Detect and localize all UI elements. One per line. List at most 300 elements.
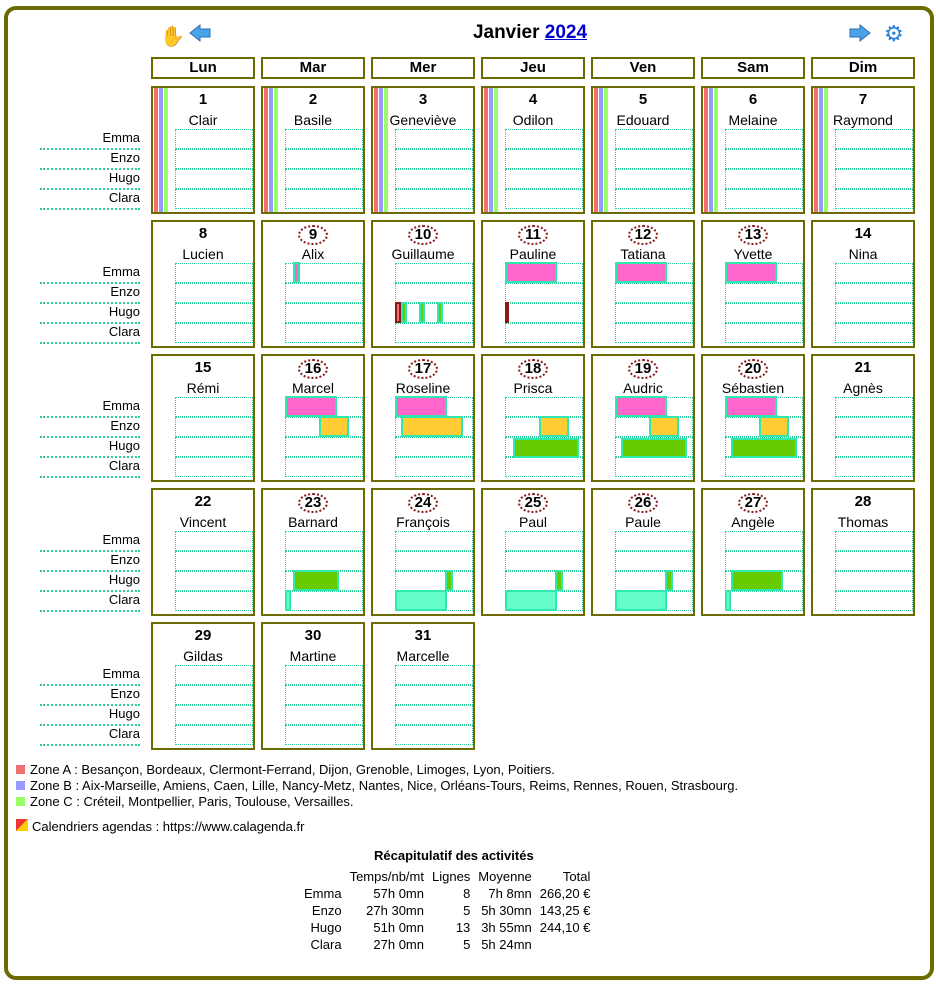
activity-bar[interactable] [539,416,569,437]
activity-slot[interactable] [725,169,803,189]
activity-slot[interactable] [505,129,583,149]
person-label: Enzo [110,284,140,299]
activity-slot[interactable] [395,571,473,591]
saint-name: Marcel [291,380,334,396]
day-number [703,359,803,379]
saint-name: Martine [289,648,337,664]
recap-row: Emma 57h 0mn 8 7h 8mn 266,20 € [304,886,591,901]
activity-slot[interactable] [175,665,253,685]
activity-slot[interactable] [285,129,363,149]
activity-slot[interactable] [285,169,363,189]
saint-name: Guillaume [391,246,455,262]
saint-name: Prisca [513,380,553,396]
day-number [373,225,473,245]
activity-slot[interactable] [505,149,583,169]
activity-slot[interactable] [285,531,363,551]
saint-name: Agnès [843,380,883,396]
activity-slot[interactable] [615,551,693,571]
activity-slot[interactable] [285,457,363,477]
day-cell[interactable] [261,488,365,616]
weekday-header: Lun [151,57,255,79]
activity-slot[interactable] [835,417,913,437]
month-label: Janvier [472,22,540,43]
saint-name: Odilon [512,112,554,128]
activity-slot[interactable] [175,149,253,169]
day-cell[interactable] [481,354,585,482]
activity-slot[interactable] [505,457,583,477]
day-cell[interactable] [261,354,365,482]
activity-slot[interactable] [615,571,693,591]
activity-slot[interactable] [395,189,473,209]
day-number [263,91,363,109]
activity-bar[interactable] [395,396,447,417]
activity-bar[interactable] [615,396,667,417]
day-number-text: 29 [194,627,212,644]
day-number [263,359,363,379]
activity-slot[interactable] [175,303,253,323]
activity-slot[interactable] [835,323,913,343]
day-number-text: 7 [858,91,868,108]
day-number [153,627,253,645]
activity-slot[interactable] [835,169,913,189]
recap-row: Clara 27h 0mn 5 5h 24mn [310,937,532,952]
day-number-text: 25 [518,493,548,513]
activity-bar[interactable] [401,302,407,323]
activity-slot[interactable] [615,129,693,149]
day-number-text: 5 [638,91,648,108]
day-number-text: 13 [738,225,768,245]
person-label: Enzo [110,418,140,433]
zone-c-legend: Zone C : Créteil, Montpellier, Paris, Toulouse, Versailles. [16,794,353,809]
person-label: Hugo [108,170,140,185]
day-number [153,493,253,511]
activity-slot[interactable] [285,303,363,323]
activity-slot[interactable] [395,283,473,303]
weekday-header: Sam [701,57,805,79]
activity-slot[interactable] [725,323,803,343]
activity-bar[interactable] [759,416,789,437]
day-number-text: 28 [854,493,872,510]
saint-name: Marcelle [396,648,450,664]
activity-slot[interactable] [505,323,583,343]
day-cell[interactable] [261,86,365,214]
day-number [373,91,473,109]
day-cell[interactable] [261,220,365,348]
day-number-text: 19 [628,359,658,379]
day-number-text: 6 [748,91,758,108]
day-cell[interactable] [151,86,255,214]
person-label: Hugo [108,706,140,721]
day-number [813,359,913,377]
activity-slot[interactable] [615,323,693,343]
activity-slot[interactable] [395,263,473,283]
day-number [813,225,913,243]
day-number [593,359,693,379]
day-number-text: 12 [628,225,658,245]
activity-slot[interactable] [835,189,913,209]
person-label: Clara [108,726,140,741]
activity-slot[interactable] [505,531,583,551]
saint-name: Edouard [616,112,670,128]
activity-slot[interactable] [395,551,473,571]
activity-bar[interactable] [401,416,463,437]
saint-name: Lucien [182,246,224,262]
day-number [263,493,363,513]
activity-slot[interactable] [725,149,803,169]
activity-bar[interactable] [731,570,783,591]
page-title [420,22,640,44]
saint-name: Pauline [509,246,557,262]
activity-slot[interactable] [285,283,363,303]
day-number [593,493,693,513]
activity-slot[interactable] [835,397,913,417]
day-number-text: 27 [738,493,768,513]
person-line [40,208,140,210]
activity-slot[interactable] [615,169,693,189]
day-number [593,91,693,109]
activity-slot[interactable] [615,149,693,169]
day-cell[interactable] [811,488,915,616]
day-cell[interactable] [371,622,475,750]
person-line [40,744,140,746]
day-number [153,91,253,109]
saint-name: Basile [293,112,333,128]
activity-bar[interactable] [725,262,777,283]
activity-slot[interactable] [285,189,363,209]
day-number [153,225,253,243]
saint-name: Barnard [288,514,338,530]
activity-bar[interactable] [319,416,349,437]
day-number-text: 9 [298,225,328,245]
activity-slot[interactable] [175,531,253,551]
person-label: Emma [102,398,140,413]
activity-slot[interactable] [175,591,253,611]
activity-slot[interactable] [395,725,473,745]
activity-slot[interactable] [175,323,253,343]
activity-slot[interactable] [175,263,253,283]
day-number-text: 10 [408,225,438,245]
saint-name: François [396,514,450,530]
activity-slot[interactable] [395,531,473,551]
activity-slot[interactable] [175,685,253,705]
activity-slot[interactable] [835,149,913,169]
activity-slot[interactable] [175,129,253,149]
activity-slot[interactable] [395,149,473,169]
activity-slot[interactable] [615,457,693,477]
weekday-header: Jeu [481,57,585,79]
recap-row: Hugo 51h 0mn 13 3h 55mn 244,10 € [310,920,591,935]
day-number-text: 26 [628,493,658,513]
next-arrow-icon[interactable] [848,24,872,42]
activity-bar[interactable] [649,416,679,437]
day-cell[interactable] [701,86,805,214]
activity-slot[interactable] [175,705,253,725]
day-number-text: 4 [528,91,538,108]
activity-slot[interactable] [615,189,693,209]
person-line [40,342,140,344]
person-label: Hugo [108,438,140,453]
activity-slot[interactable] [725,551,803,571]
day-cell[interactable] [701,488,805,616]
activity-bar[interactable] [285,590,291,611]
year-link[interactable]: 2024 [544,22,588,43]
activity-slot[interactable] [725,457,803,477]
activity-slot[interactable] [175,283,253,303]
activity-bar[interactable] [437,302,443,323]
saint-name: Nina [848,246,878,262]
activity-slot[interactable] [285,149,363,169]
day-cell[interactable] [811,86,915,214]
person-label: Emma [102,130,140,145]
day-cell[interactable] [701,354,805,482]
saint-name: Sébastien [721,380,785,396]
activity-slot[interactable] [285,323,363,343]
weekday-header: Ven [591,57,695,79]
activity-slot[interactable] [835,531,913,551]
person-label: Emma [102,666,140,681]
weekday-header: Mar [261,57,365,79]
activity-slot[interactable] [175,417,253,437]
activity-slot[interactable] [395,437,473,457]
day-cell[interactable] [811,354,915,482]
activity-slot[interactable] [175,457,253,477]
day-cell[interactable] [371,354,475,482]
day-number [703,493,803,513]
day-number-text: 15 [194,359,212,376]
activity-bar[interactable] [665,570,673,591]
saint-name: Angèle [731,514,775,530]
person-label: Enzo [110,552,140,567]
hand-icon[interactable]: ✋ [160,26,185,48]
person-label: Emma [102,264,140,279]
activity-slot[interactable] [835,129,913,149]
person-label: Emma [102,532,140,547]
activity-slot[interactable] [285,591,363,611]
day-cell[interactable] [591,220,695,348]
saint-name: Rémi [186,380,220,396]
activity-slot[interactable] [285,437,363,457]
activity-slot[interactable] [175,437,253,457]
weekday-header: Mer [371,57,475,79]
activity-slot[interactable] [395,665,473,685]
saint-name: Tatiana [620,246,666,262]
activity-bar[interactable] [615,590,667,611]
day-cell[interactable] [591,488,695,616]
activity-slot[interactable] [835,571,913,591]
activity-slot[interactable] [835,263,913,283]
day-cell[interactable] [151,622,255,750]
zone-b-legend: Zone B : Aix-Marseille, Amiens, Caen, Lille, Nancy-Metz, Nantes, Nice, Orléans-Tours, Reims, Rennes, Rouen, Strasbourg. [16,778,738,793]
day-number-text: 16 [298,359,328,379]
activity-slot[interactable] [835,437,913,457]
activity-slot[interactable] [505,303,583,323]
day-cell[interactable] [811,220,915,348]
day-number-text: 31 [414,627,432,644]
activity-slot[interactable] [285,551,363,571]
weekday-header: Dim [811,57,915,79]
day-number-text: 14 [854,225,872,242]
day-number [263,627,363,645]
activity-bar[interactable] [293,570,339,591]
day-number [703,225,803,245]
person-label: Clara [108,592,140,607]
activity-slot[interactable] [285,705,363,725]
activity-slot[interactable] [175,397,253,417]
activity-slot[interactable] [835,591,913,611]
activity-slot[interactable] [505,169,583,189]
day-cell[interactable] [371,488,475,616]
day-cell[interactable] [481,488,585,616]
activity-slot[interactable] [835,457,913,477]
day-number-text: 23 [298,493,328,513]
site-link[interactable]: Calendriers agendas : https://www.calagenda.fr [16,819,304,834]
activity-slot[interactable] [175,571,253,591]
day-cell[interactable] [591,86,695,214]
person-line [40,476,140,478]
activity-bar[interactable] [445,570,453,591]
day-number [373,359,473,379]
activity-bar[interactable] [293,262,300,283]
activity-slot[interactable] [395,705,473,725]
calagenda-logo-icon [16,819,28,831]
activity-slot[interactable] [505,283,583,303]
day-number-text: 11 [518,225,548,245]
activity-bar[interactable] [555,570,563,591]
person-label: Clara [108,190,140,205]
day-number-text: 30 [304,627,322,644]
person-label: Hugo [108,304,140,319]
saint-name: Vincent [179,514,227,530]
activity-slot[interactable] [835,303,913,323]
activity-slot[interactable] [615,283,693,303]
day-number [373,627,473,645]
day-number-text: 18 [518,359,548,379]
activity-slot[interactable] [395,685,473,705]
saint-name: Roseline [395,380,451,396]
activity-bar[interactable] [725,590,731,611]
person-label: Enzo [110,686,140,701]
activity-bar[interactable] [513,438,579,458]
prev-arrow-icon[interactable] [188,24,212,42]
day-number [483,493,583,513]
activity-slot[interactable] [175,551,253,571]
day-cell[interactable] [371,86,475,214]
day-number [813,493,913,511]
activity-slot[interactable] [505,551,583,571]
day-cell[interactable] [591,354,695,482]
saint-name: Gildas [183,648,223,664]
activity-slot[interactable] [395,457,473,477]
activity-bar[interactable] [615,262,667,283]
saint-name: Paule [625,514,661,530]
activity-slot[interactable] [505,571,583,591]
activity-bar[interactable] [621,438,687,458]
activity-slot[interactable] [725,189,803,209]
person-line [40,610,140,612]
day-cell[interactable] [481,220,585,348]
activity-slot[interactable] [725,283,803,303]
day-number [373,493,473,513]
recap-row: Enzo 27h 30mn 5 5h 30mn 143,25 € [311,903,591,918]
activity-slot[interactable] [285,725,363,745]
zone-a-legend: Zone A : Besançon, Bordeaux, Clermont-Ferrand, Dijon, Grenoble, Limoges, Lyon, Poitiers. [16,762,555,777]
day-number [483,359,583,379]
day-number [483,225,583,245]
day-number-text: 20 [738,359,768,379]
day-cell[interactable] [151,220,255,348]
saint-name: Clair [188,112,218,128]
day-cell[interactable] [701,220,805,348]
activity-bar[interactable] [505,302,509,323]
activity-slot[interactable] [505,189,583,209]
day-cell[interactable] [481,86,585,214]
activity-slot[interactable] [725,531,803,551]
saint-name: Alix [301,246,325,262]
recap-header-row: Temps/nb/mt Lignes Moyenne Total [349,869,591,884]
day-number-text: 21 [854,359,872,376]
activity-slot[interactable] [505,397,583,417]
activity-bar[interactable] [419,302,425,323]
activity-slot[interactable] [615,303,693,323]
day-cell[interactable] [261,622,365,750]
activity-slot[interactable] [395,169,473,189]
recap-title: Récapitulatif des activités [374,848,534,863]
day-number [483,91,583,109]
activity-slot[interactable] [395,323,473,343]
day-number [593,225,693,245]
day-cell[interactable] [371,220,475,348]
activity-slot[interactable] [175,725,253,745]
activity-bar[interactable] [731,438,797,458]
activity-slot[interactable] [175,169,253,189]
saint-name: Yvette [733,246,773,262]
day-number [153,359,253,377]
person-label: Clara [108,324,140,339]
saint-name: Paul [518,514,548,530]
activity-bar[interactable] [395,590,447,611]
saint-name: Thomas [837,514,889,530]
day-number-text: 22 [194,493,212,510]
recap-table [300,868,594,953]
day-number-text: 24 [408,493,438,513]
day-number-text: 8 [198,225,208,242]
settings-gear-icon[interactable]: ⚙ [884,21,904,46]
saint-name: Raymond [833,112,893,128]
day-number-text: 17 [408,359,438,379]
day-number-text: 1 [198,91,208,108]
activity-bar[interactable] [505,590,557,611]
activity-bar[interactable] [725,396,777,417]
day-number [703,91,803,109]
day-number [263,225,363,245]
activity-slot[interactable] [725,591,803,611]
person-label: Hugo [108,572,140,587]
day-cell[interactable] [151,354,255,482]
saint-name: Melaine [728,112,778,128]
activity-slot[interactable] [725,303,803,323]
activity-slot[interactable] [725,129,803,149]
activity-slot[interactable] [835,551,913,571]
activity-slot[interactable] [835,283,913,303]
day-cell[interactable] [151,488,255,616]
activity-slot[interactable] [285,685,363,705]
activity-slot[interactable] [395,129,473,149]
activity-slot[interactable] [285,665,363,685]
activity-bar[interactable] [505,262,557,283]
activity-slot[interactable] [615,531,693,551]
activity-bar[interactable] [285,396,337,417]
activity-slot[interactable] [175,189,253,209]
